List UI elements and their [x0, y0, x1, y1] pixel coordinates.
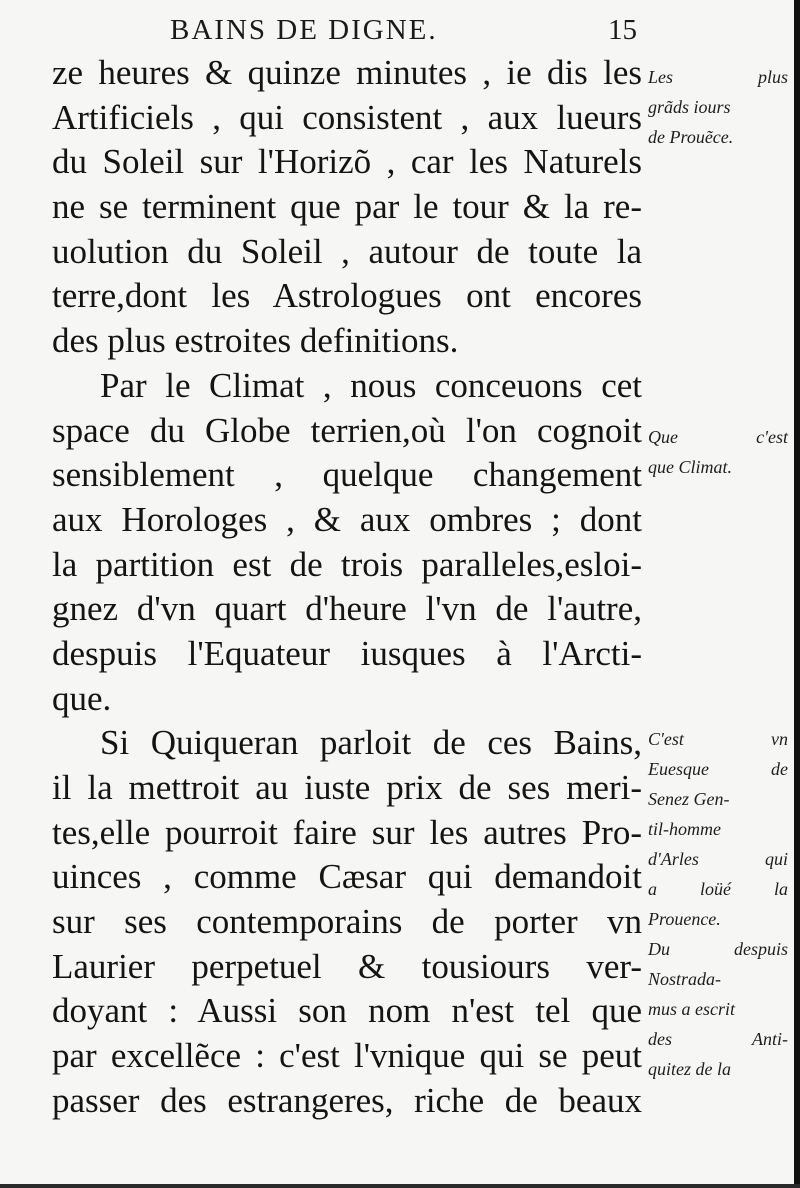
text-line: des plus estroites definitions. — [52, 321, 459, 361]
running-header: BAINS DE DIGNE. — [170, 14, 438, 46]
margin-note-line: Euesque de — [648, 759, 788, 779]
text-line: uolution du Soleil , autour de toute la — [52, 231, 642, 271]
text-line: passer des estrangeres, riche de beaux — [52, 1080, 642, 1120]
text-line: aux Horologes , & aux ombres ; dont — [52, 499, 642, 539]
margin-note-line: Nostrada- — [648, 969, 722, 989]
margin-note-line: til-homme — [648, 819, 721, 839]
text-line: gnez d'vn quart d'heure l'vn de l'autre, — [52, 589, 642, 629]
margin-note-longest-days — [648, 62, 788, 152]
margin-note-line: de Prouẽce. — [648, 127, 734, 147]
main-text-block — [52, 51, 642, 1124]
margin-note-line: a loüé la — [648, 879, 788, 899]
page-edge-shadow — [794, 0, 800, 1188]
text-line: il la mettroit au iuste prix de ses meri- — [52, 768, 642, 807]
margin-note-line: mus a escrit — [648, 999, 735, 1019]
paragraph-start-line: Par le Climat , nous conceuons cet — [100, 365, 642, 405]
margin-note-line: C'est vn — [648, 729, 788, 749]
text-line: tes,elle pourroit faire sur les autres Pro- — [52, 812, 642, 852]
text-line: ne se terminent que par le tour & la re- — [52, 187, 642, 227]
text-line: despuis l'Equateur iusques à l'Arcti- — [52, 633, 642, 673]
text-line: terre,dont les Astrologues ont encores — [52, 276, 642, 316]
text-line: du Soleil sur l'Horizõ , car les Naturels — [52, 142, 642, 182]
text-line: doyant : Aussi son nom n'est tel que — [52, 991, 642, 1031]
margin-note-line: Prouence. — [648, 909, 721, 929]
margin-note-quiqueran — [648, 724, 788, 1084]
margin-note-line: Les plus — [648, 67, 788, 87]
text-line: ze heures & quinze minutes , ie dis les — [52, 53, 642, 92]
text-line: sur ses contemporains de porter vn — [52, 902, 642, 942]
text-line: space du Globe terrien,où l'on cognoit — [52, 410, 642, 450]
text-line: la partition est de trois paralleles,esloi- — [52, 544, 642, 584]
margin-note-line: que Climat. — [648, 457, 732, 477]
text-line: Artificiels , qui consistent , aux lueurs — [52, 97, 642, 137]
margin-note-line: d'Arles qui — [648, 849, 788, 869]
margin-note-line: grãds iours — [648, 97, 731, 117]
margin-note-line: quitez de la — [648, 1059, 731, 1079]
margin-note-line: des Anti- — [648, 1029, 788, 1049]
text-line: par excellẽce : c'est l'vnique qui se peut — [52, 1036, 642, 1076]
page-number: 15 — [608, 14, 637, 46]
margin-note-line: Du despuis — [648, 939, 788, 959]
paragraph-start-line: Si Quiqueran parloit de ces Bains, — [100, 723, 642, 763]
page-bottom-edge — [0, 1184, 800, 1188]
margin-note-line: Senez Gen- — [648, 789, 730, 809]
text-line: uinces , comme Cæsar qui demandoit — [52, 857, 642, 897]
text-line: sensiblement , quelque changement — [52, 455, 642, 495]
margin-note-line: Que c'est — [648, 427, 788, 447]
margin-note-climate — [648, 422, 788, 482]
text-line: Laurier perpetuel & tousiours ver- — [52, 946, 642, 986]
text-line: que. — [52, 678, 112, 718]
